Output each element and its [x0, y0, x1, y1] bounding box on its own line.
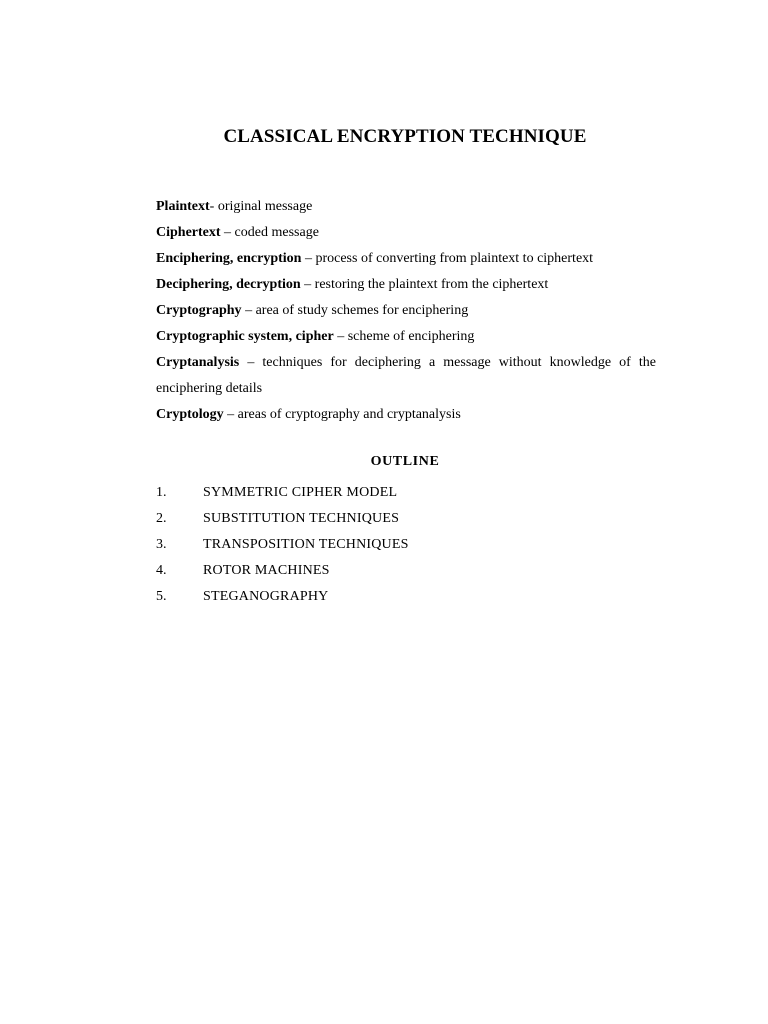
- outline-item-label: SUBSTITUTION TECHNIQUES: [203, 511, 400, 526]
- definition-deciphering: [156, 272, 656, 298]
- definition-term: Cryptanalysis: [156, 355, 240, 370]
- definition-text: original message: [217, 199, 313, 214]
- definition-cryptographic-system: [156, 324, 656, 350]
- definition-ciphertext: [156, 220, 656, 246]
- definition-separator: –: [241, 303, 256, 318]
- definition-term: Cryptology: [156, 407, 224, 422]
- outline-item-label: ROTOR MACHINES: [203, 563, 330, 578]
- definition-text: coded message: [234, 225, 319, 240]
- document-title: CLASSICAL ENCRYPTION TECHNIQUE: [223, 126, 587, 147]
- definition-term: Ciphertext: [156, 225, 221, 240]
- outline-item-label: TRANSPOSITION TECHNIQUES: [203, 537, 409, 552]
- definition-separator: –: [300, 277, 315, 292]
- definition-term: Plaintext: [156, 199, 210, 214]
- definition-cryptology: [156, 402, 656, 428]
- definition-term: Cryptographic system, cipher: [156, 329, 334, 344]
- outline-item-number: 4.: [156, 563, 167, 578]
- outline-item: [156, 506, 556, 532]
- definition-text: techniques for deciphering a message without knowledge of the enciphering details: [156, 355, 657, 396]
- outline-item-label: SYMMETRIC CIPHER MODEL: [203, 485, 398, 500]
- definition-separator: –: [239, 355, 263, 370]
- definition-text: restoring the plaintext from the ciphertext: [314, 277, 549, 292]
- outline-item: [156, 480, 556, 506]
- definition-separator: –: [333, 329, 348, 344]
- definition-separator: –: [301, 251, 316, 266]
- outline-item: [156, 584, 556, 610]
- definition-separator: –: [223, 407, 238, 422]
- definition-text: area of study schemes for enciphering: [255, 303, 469, 318]
- definition-cryptanalysis: [156, 350, 656, 402]
- definition-term: Cryptography: [156, 303, 242, 318]
- definition-term: Deciphering, decryption: [156, 277, 301, 292]
- outline-item: [156, 532, 556, 558]
- outline-item-number: 1.: [156, 485, 167, 500]
- definition-text: process of converting from plaintext to ciphertext: [315, 251, 594, 266]
- outline-item-number: 3.: [156, 537, 167, 552]
- outline-item-number: 2.: [156, 511, 167, 526]
- definition-text: areas of cryptography and cryptanalysis: [237, 407, 461, 422]
- outline-heading: OUTLINE: [370, 454, 440, 469]
- outline-item-number: 5.: [156, 589, 167, 604]
- definition-plaintext: [156, 194, 656, 220]
- definition-separator: -: [209, 199, 218, 214]
- definition-term: Enciphering, encryption: [156, 251, 302, 266]
- definition-cryptography: [156, 298, 656, 324]
- definition-text: scheme of enciphering: [347, 329, 475, 344]
- definition-enciphering: [156, 246, 656, 272]
- outline-item-label: STEGANOGRAPHY: [203, 589, 329, 604]
- outline-item: [156, 558, 556, 584]
- definitions-list: [156, 194, 656, 428]
- outline-list: [156, 480, 556, 610]
- definition-separator: –: [220, 225, 235, 240]
